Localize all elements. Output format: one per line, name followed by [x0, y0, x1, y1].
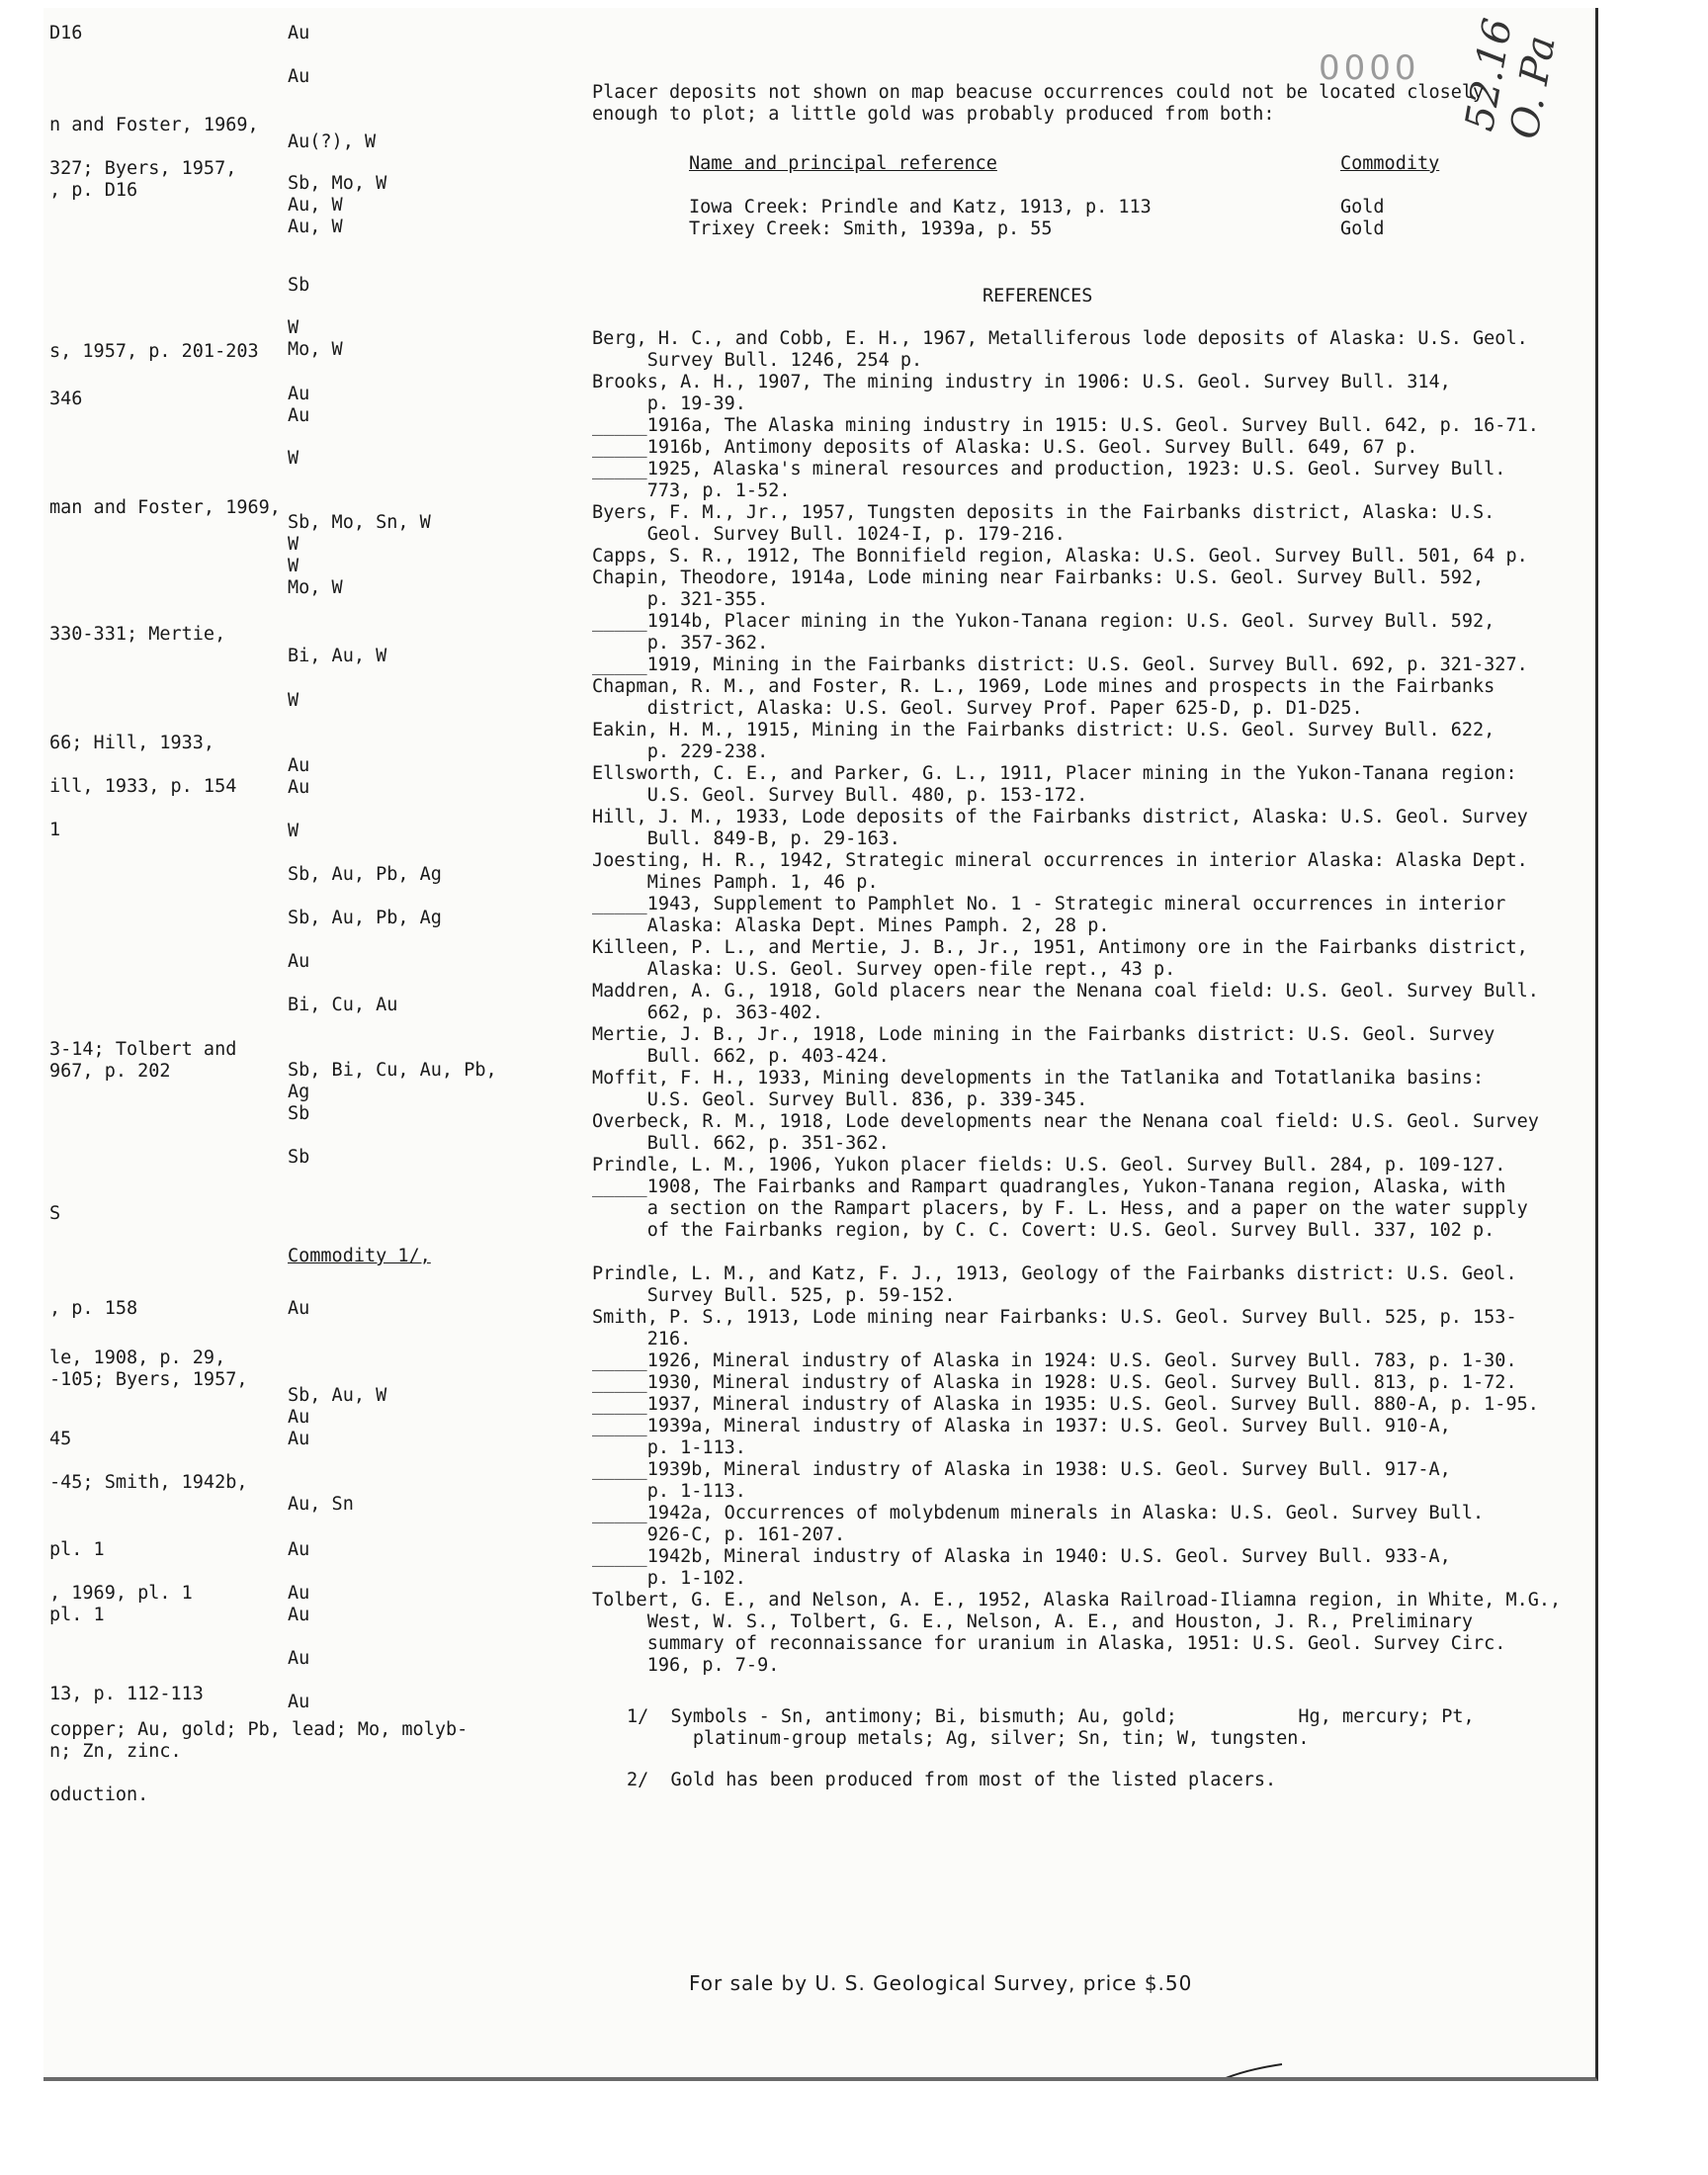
reference-line: p. 19-39.: [592, 393, 746, 414]
commodity-entry: Au: [288, 1539, 310, 1560]
left-fragment: D16: [49, 23, 83, 44]
commodity-entry: Sb, Au, Pb, Ag: [288, 864, 442, 885]
commodity-entry: Au, W: [288, 195, 343, 216]
reference-line: Berg, H. C., and Cobb, E. H., 1967, Metalliferous lode deposits of Alaska: U.S. Geol.: [592, 328, 1528, 349]
placer-row-name: Iowa Creek: Prindle and Katz, 1913, p. 113: [689, 197, 1152, 218]
placer-table-header-name: Name and principal reference: [689, 153, 997, 174]
scan-mark: [1205, 2059, 1284, 2081]
left-fragment: -105; Byers, 1957,: [49, 1369, 248, 1390]
reference-line: Overbeck, R. M., 1918, Lode developments near the Nenana coal field: U.S. Geol. Survey: [592, 1111, 1539, 1132]
commodity-entry: Au: [288, 23, 310, 44]
references-heading: REFERENCES: [982, 286, 1093, 306]
reference-line: _____1937, Mineral industry of Alaska in 1935: U.S. Geol. Survey Bull. 880-A, p. 1-95.: [592, 1394, 1539, 1415]
reference-line: Hill, J. M., 1933, Lode deposits of the Fairbanks district, Alaska: U.S. Geol. Survey: [592, 807, 1528, 827]
reference-line: Ellsworth, C. E., and Parker, G. L., 1911, Placer mining in the Yukon-Tanana region:: [592, 763, 1517, 784]
reference-line: _____1939a, Mineral industry of Alaska in 1937: U.S. Geol. Survey Bull. 910-A,: [592, 1416, 1451, 1436]
reference-line: 926-C, p. 161-207.: [592, 1524, 846, 1545]
reference-line: Maddren, A. G., 1918, Gold placers near the Nenana coal field: U.S. Geol. Survey Bull.: [592, 981, 1539, 1001]
placer-row-commodity: Gold: [1340, 218, 1385, 239]
left-fragment: copper; Au, gold; Pb, lead; Mo, molyb-: [49, 1719, 469, 1740]
sale-price-footer: For sale by U. S. Geological Survey, price $.50: [689, 1971, 1193, 1995]
commodity-entry: Au: [288, 951, 310, 972]
left-fragment: 1: [49, 820, 61, 840]
left-fragment: 3-14; Tolbert and: [49, 1039, 237, 1060]
footnote-line: platinum-group metals; Ag, silver; Sn, tin; W, tungsten.: [627, 1728, 1310, 1749]
commodity-entry: Au: [288, 1583, 310, 1604]
placer-table-header-commodity: Commodity: [1340, 153, 1440, 174]
reference-line: _____1943, Supplement to Pamphlet No. 1 - Strategic mineral occurrences in interior: [592, 894, 1506, 914]
reference-line: district, Alaska: U.S. Geol. Survey Prof. Paper 625-D, p. D1-D25.: [592, 698, 1363, 719]
commodity-entry: Sb, Mo, W: [288, 173, 387, 194]
reference-line: p. 357-362.: [592, 633, 769, 653]
reference-line: _____1930, Mineral industry of Alaska in 1928: U.S. Geol. Survey Bull. 813, p. 1-72.: [592, 1372, 1517, 1393]
commodity-entry: Au: [288, 1298, 310, 1319]
commodity-entry: Au: [288, 1692, 310, 1712]
reference-line: 773, p. 1-52.: [592, 480, 791, 501]
commodity-entry: W: [288, 690, 299, 711]
reference-line: Survey Bull. 1246, 254 p.: [592, 350, 923, 371]
reference-line: Mertie, J. B., Jr., 1918, Lode mining in the Fairbanks district: U.S. Geol. Survey: [592, 1024, 1495, 1045]
commodity-entry: Au: [288, 1605, 310, 1625]
reference-line: _____1942b, Mineral industry of Alaska in 1940: U.S. Geol. Survey Bull. 933-A,: [592, 1546, 1451, 1567]
footnote-line: 2/ Gold has been produced from most of the listed placers.: [627, 1770, 1277, 1790]
reference-line: Brooks, A. H., 1907, The mining industry in 1906: U.S. Geol. Survey Bull. 314,: [592, 372, 1451, 392]
left-fragment: 330-331; Mertie,: [49, 624, 226, 645]
reference-line: Bull. 662, p. 403-424.: [592, 1046, 890, 1067]
footnote-line: 1/ Symbols - Sn, antimony; Bi, bismuth; Au, gold; Hg, mercury; Pt,: [627, 1706, 1475, 1727]
left-fragment: 13, p. 112-113: [49, 1684, 204, 1704]
reference-line: 196, p. 7-9.: [592, 1655, 780, 1676]
reference-line: 662, p. 363-402.: [592, 1002, 823, 1023]
left-fragment: n and Foster, 1969,: [49, 115, 259, 135]
commodity-entry: W: [288, 556, 299, 576]
reference-line: _____1916b, Antimony deposits of Alaska: U.S. Geol. Survey Bull. 649, 67 p.: [592, 437, 1418, 458]
left-fragment: 967, p. 202: [49, 1061, 171, 1082]
reference-line: Tolbert, G. E., and Nelson, A. E., 1952, Alaska Railroad-Iliamna region, in White, M.G.,: [592, 1590, 1562, 1610]
left-fragment: ill, 1933, p. 154: [49, 776, 237, 797]
reference-line: Moffit, F. H., 1933, Mining developments in the Tatlanika and Totatlanika basins:: [592, 1068, 1485, 1088]
reference-line: _____1925, Alaska's mineral resources and production, 1923: U.S. Geol. Survey Bull.: [592, 459, 1506, 479]
commodity-entry: Au: [288, 384, 310, 404]
reference-line: _____1942a, Occurrences of molybdenum minerals in Alaska: U.S. Geol. Survey Bull.: [592, 1503, 1485, 1523]
document-page: [43, 8, 1598, 2081]
left-fragment: s, 1957, p. 201-203: [49, 341, 259, 362]
commodity-entry: W: [288, 534, 299, 555]
reference-line: p. 321-355.: [592, 589, 769, 610]
reference-line: _____1926, Mineral industry of Alaska in 1924: U.S. Geol. Survey Bull. 783, p. 1-30.: [592, 1350, 1517, 1371]
reference-line: p. 1-113.: [592, 1481, 746, 1502]
reference-line: _____1916a, The Alaska mining industry in 1915: U.S. Geol. Survey Bull. 642, p. 16-71.: [592, 415, 1539, 436]
placer-row-commodity: Gold: [1340, 197, 1385, 218]
reference-line: Alaska: U.S. Geol. Survey open-file rept., 43 p.: [592, 959, 1176, 980]
reference-line: Bull. 849-B, p. 29-163.: [592, 828, 900, 849]
commodity-entry: Sb, Au, W: [288, 1385, 387, 1406]
reference-line: Killeen, P. L., and Mertie, J. B., Jr., 1951, Antimony ore in the Fairbanks district,: [592, 937, 1528, 958]
commodity-entry: Sb: [288, 275, 310, 296]
left-fragment: 45: [49, 1429, 72, 1449]
reference-line: U.S. Geol. Survey Bull. 480, p. 153-172.: [592, 785, 1088, 806]
reference-line: Joesting, H. R., 1942, Strategic mineral occurrences in interior Alaska: Alaska Dept.: [592, 850, 1528, 871]
reference-line: Alaska: Alaska Dept. Mines Pamph. 2, 28 p.: [592, 915, 1110, 936]
left-fragment: le, 1908, p. 29,: [49, 1348, 226, 1368]
placer-note-line: enough to plot; a little gold was probably produced from both:: [592, 104, 1275, 125]
commodity-entry: Mo, W: [288, 339, 343, 360]
left-fragment: , 1969, pl. 1: [49, 1583, 193, 1604]
commodity-entry: W: [288, 317, 299, 338]
commodity-entry: Commodity 1/,: [288, 1246, 431, 1266]
left-fragment: 346: [49, 389, 83, 409]
commodity-entry: Au(?), W: [288, 131, 377, 152]
commodity-entry: Au, W: [288, 217, 343, 237]
reference-line: Eakin, H. M., 1915, Mining in the Fairbanks district: U.S. Geol. Survey Bull. 622,: [592, 720, 1495, 740]
left-fragment: , p. D16: [49, 180, 138, 201]
left-fragment: pl. 1: [49, 1539, 105, 1560]
commodity-entry: Ag: [288, 1082, 310, 1102]
left-fragment: pl. 1: [49, 1605, 105, 1625]
commodity-entry: W: [288, 821, 299, 841]
reference-line: Bull. 662, p. 351-362.: [592, 1133, 890, 1154]
commodity-entry: Sb, Au, Pb, Ag: [288, 908, 442, 928]
reference-line: p. 1-113.: [592, 1437, 746, 1458]
commodity-entry: Sb: [288, 1147, 310, 1168]
left-fragment: 66; Hill, 1933,: [49, 733, 215, 753]
reference-line: _____1919, Mining in the Fairbanks district: U.S. Geol. Survey Bull. 692, p. 321-327.: [592, 654, 1528, 675]
commodity-entry: Au: [288, 1407, 310, 1428]
commodity-entry: Sb, Mo, Sn, W: [288, 512, 431, 533]
commodity-entry: Au: [288, 755, 310, 776]
commodity-entry: Au: [288, 66, 310, 87]
reference-line: Smith, P. S., 1913, Lode mining near Fairbanks: U.S. Geol. Survey Bull. 525, p. 153-: [592, 1307, 1517, 1328]
commodity-entry: Au: [288, 1429, 310, 1449]
commodity-entry: Mo, W: [288, 577, 343, 598]
left-fragment: S: [49, 1203, 61, 1224]
commodity-entry: Au: [288, 1648, 310, 1669]
reference-line: _____1939b, Mineral industry of Alaska in 1938: U.S. Geol. Survey Bull. 917-A,: [592, 1459, 1451, 1480]
reference-line: Geol. Survey Bull. 1024-I, p. 179-216.: [592, 524, 1066, 545]
left-fragment: -45; Smith, 1942b,: [49, 1472, 248, 1493]
reference-line: of the Fairbanks region, by C. C. Covert: U.S. Geol. Survey Bull. 337, 102 p.: [592, 1220, 1495, 1241]
left-fragment: oduction.: [49, 1784, 149, 1805]
reference-line: Mines Pamph. 1, 46 p.: [592, 872, 879, 893]
reference-line: a section on the Rampart placers, by F. L. Hess, and a paper on the water supply: [592, 1198, 1528, 1219]
reference-line: Survey Bull. 525, p. 59-152.: [592, 1285, 956, 1306]
left-fragment: man and Foster, 1969,: [49, 497, 281, 518]
stamp-number: 0000: [1319, 48, 1420, 88]
reference-line: Prindle, L. M., and Katz, F. J., 1913, Geology of the Fairbanks district: U.S. Geol.: [592, 1263, 1517, 1284]
commodity-entry: Au: [288, 777, 310, 798]
commodity-entry: Sb, Bi, Cu, Au, Pb,: [288, 1060, 497, 1081]
left-fragment: n; Zn, zinc.: [49, 1741, 182, 1762]
reference-line: 216.: [592, 1329, 692, 1349]
reference-line: summary of reconnaissance for uranium in Alaska, 1951: U.S. Geol. Survey Circ.: [592, 1633, 1506, 1654]
reference-line: Chapin, Theodore, 1914a, Lode mining near Fairbanks: U.S. Geol. Survey Bull. 592,: [592, 567, 1485, 588]
left-fragment: , p. 158: [49, 1298, 138, 1319]
commodity-entry: Sb: [288, 1103, 310, 1124]
commodity-entry: Bi, Au, W: [288, 646, 387, 666]
placer-row-name: Trixey Creek: Smith, 1939a, p. 55: [689, 218, 1053, 239]
reference-line: _____1914b, Placer mining in the Yukon-Tanana region: U.S. Geol. Survey Bull. 592,: [592, 611, 1495, 632]
left-fragment: 327; Byers, 1957,: [49, 158, 237, 179]
commodity-entry: Au: [288, 405, 310, 426]
commodity-entry: W: [288, 448, 299, 469]
reference-line: Prindle, L. M., 1906, Yukon placer fields: U.S. Geol. Survey Bull. 284, p. 109-127.: [592, 1155, 1506, 1175]
reference-line: p. 229-238.: [592, 741, 769, 762]
reference-line: Byers, F. M., Jr., 1957, Tungsten deposits in the Fairbanks district, Alaska: U.S.: [592, 502, 1495, 523]
reference-line: U.S. Geol. Survey Bull. 836, p. 339-345.: [592, 1089, 1088, 1110]
handwritten-note: 52.16 O. Pa: [1457, 15, 1565, 142]
reference-line: Chapman, R. M., and Foster, R. L., 1969, Lode mines and prospects in the Fairbanks: [592, 676, 1495, 697]
reference-line: p. 1-102.: [592, 1568, 746, 1589]
reference-line: West, W. S., Tolbert, G. E., Nelson, A. E., and Houston, J. R., Preliminary: [592, 1611, 1474, 1632]
commodity-entry: Bi, Cu, Au: [288, 995, 398, 1015]
reference-line: _____1908, The Fairbanks and Rampart quadrangles, Yukon-Tanana region, Alaska, with: [592, 1176, 1506, 1197]
placer-note-line: Placer deposits not shown on map beacuse occurrences could not be located closely: [592, 82, 1485, 103]
reference-line: Capps, S. R., 1912, The Bonnifield region, Alaska: U.S. Geol. Survey Bull. 501, 64 p.: [592, 546, 1528, 566]
commodity-entry: Au, Sn: [288, 1494, 354, 1515]
